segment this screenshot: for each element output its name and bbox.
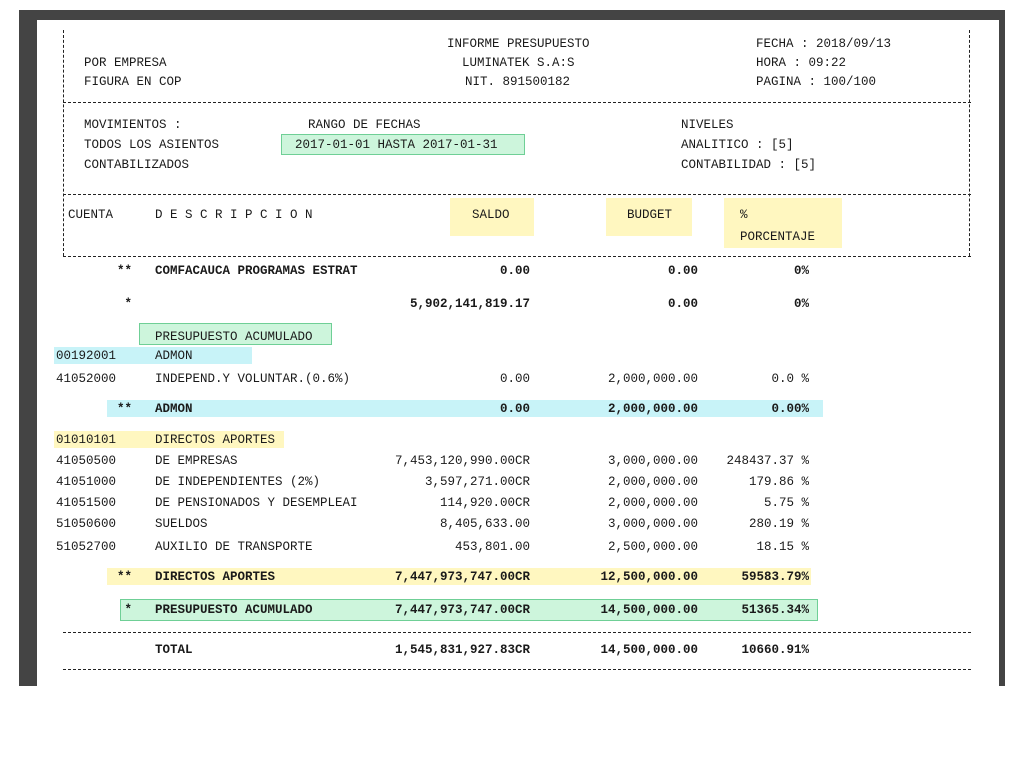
row-desc: DE EMPRESAS [155, 454, 238, 468]
row-saldo: 7,453,120,990.00CR [394, 454, 530, 468]
row-desc: DE PENSIONADOS Y DESEMPLEAI [155, 496, 358, 510]
movimientos-value-1: TODOS LOS ASIENTOS [84, 138, 220, 152]
acumulado-pct: 51365.34% [741, 603, 809, 617]
row-budget: 3,000,000.00 [607, 517, 698, 531]
row-saldo: 453,801.00 [454, 540, 530, 554]
row-budget: 2,500,000.00 [607, 540, 698, 554]
row-saldo: 114,920.00CR [439, 496, 530, 510]
group1-name: ADMON [155, 349, 193, 363]
header-left-1: POR EMPRESA [84, 56, 167, 70]
row-budget: 2,000,000.00 [607, 475, 698, 489]
subtotal-marker: ** [116, 570, 132, 584]
total-budget: 14,500,000.00 [600, 643, 698, 657]
row-marker: * [124, 297, 132, 311]
subtotal-marker: ** [116, 402, 132, 416]
col-porcentaje: PORCENTAJE [740, 230, 816, 244]
row-pct: 280.19 % [748, 517, 809, 531]
acumulado-budget: 14,500,000.00 [600, 603, 698, 617]
report-date: FECHA : 2018/09/13 [756, 37, 892, 51]
row-saldo: 8,405,633.00 [439, 517, 530, 531]
row-saldo: 0.00 [499, 372, 530, 386]
row-pct: 179.86 % [748, 475, 809, 489]
subtotal-pct: 59583.79% [741, 570, 809, 584]
row-budget: 0.00 [667, 264, 698, 278]
header-left-2: FIGURA EN COP [84, 75, 182, 89]
report-page-number: PAGINA : 100/100 [756, 75, 877, 89]
acumulado-marker: * [124, 603, 132, 617]
subtotal-desc: DIRECTOS APORTES [155, 570, 276, 584]
row-pct: 5.75 % [763, 496, 809, 510]
row-pct: 248437.37 % [726, 454, 809, 468]
row-cuenta: 41051500 [56, 496, 117, 510]
group2-name: DIRECTOS APORTES [155, 433, 276, 447]
rule [63, 632, 971, 633]
row-saldo: 3,597,271.00CR [424, 475, 530, 489]
group2-code: 01010101 [56, 433, 117, 447]
row-cuenta: 41050500 [56, 454, 117, 468]
col-descripcion: D E S C R I P C I O N [155, 208, 313, 222]
row-pct: 0% [793, 264, 809, 278]
rule [63, 256, 971, 257]
row-budget: 0.00 [667, 297, 698, 311]
row-budget: 2,000,000.00 [607, 372, 698, 386]
subtotal-pct: 0.00% [771, 402, 809, 416]
total-pct: 10660.91% [741, 643, 809, 657]
row-desc: COMFACAUCA PROGRAMAS ESTRAT [155, 264, 358, 278]
row-saldo: 5,902,141,819.17 [409, 297, 530, 311]
col-pct-symbol: % [740, 208, 748, 222]
row-marker: ** [116, 264, 132, 278]
row-desc: SUELDOS [155, 517, 208, 531]
rule [63, 30, 64, 256]
row-desc: DE INDEPENDIENTES (2%) [155, 475, 321, 489]
movimientos-value-2: CONTABILIZADOS [84, 158, 190, 172]
acumulado-desc: PRESUPUESTO ACUMULADO [155, 603, 313, 617]
total-saldo: 1,545,831,927.83CR [394, 643, 530, 657]
row-budget: 2,000,000.00 [607, 496, 698, 510]
company-nit: NIT. 891500182 [465, 75, 571, 89]
group1-code: 00192001 [56, 349, 117, 363]
report-title: INFORME PRESUPUESTO [447, 37, 590, 51]
date-range-value: 2017-01-01 HASTA 2017-01-31 [295, 138, 498, 152]
analitico-value: ANALITICO : [5] [681, 138, 794, 152]
row-budget: 3,000,000.00 [607, 454, 698, 468]
subtotal-budget: 12,500,000.00 [600, 570, 698, 584]
rule [63, 102, 971, 103]
row-desc: AUXILIO DE TRANSPORTE [155, 540, 313, 554]
row-cuenta: 51052700 [56, 540, 117, 554]
date-range-label: RANGO DE FECHAS [308, 118, 421, 132]
report-time: HORA : 09:22 [756, 56, 847, 70]
row-pct: 0.0 % [771, 372, 809, 386]
rule [63, 669, 971, 670]
subtotal-saldo: 0.00 [499, 402, 530, 416]
row-saldo: 0.00 [499, 264, 530, 278]
row-pct: 0% [793, 297, 809, 311]
row-cuenta: 41052000 [56, 372, 117, 386]
subtotal-budget: 2,000,000.00 [607, 402, 698, 416]
contabilidad-value: CONTABILIDAD : [5] [681, 158, 817, 172]
row-cuenta: 51050600 [56, 517, 117, 531]
col-budget: BUDGET [627, 208, 673, 222]
col-saldo: SALDO [472, 208, 510, 222]
subtotal-desc: ADMON [155, 402, 193, 416]
row-pct: 18.15 % [756, 540, 809, 554]
section-label: PRESUPUESTO ACUMULADO [155, 330, 313, 344]
rule [63, 194, 971, 195]
col-cuenta: CUENTA [68, 208, 114, 222]
movimientos-label: MOVIMIENTOS : [84, 118, 182, 132]
row-cuenta: 41051000 [56, 475, 117, 489]
rule [969, 30, 970, 256]
acumulado-saldo: 7,447,973,747.00CR [394, 603, 530, 617]
niveles-label: NIVELES [681, 118, 734, 132]
total-label: TOTAL [155, 643, 193, 657]
row-desc: INDEPEND.Y VOLUNTAR.(0.6%) [155, 372, 351, 386]
company-name: LUMINATEK S.A:S [462, 56, 575, 70]
subtotal-saldo: 7,447,973,747.00CR [394, 570, 530, 584]
